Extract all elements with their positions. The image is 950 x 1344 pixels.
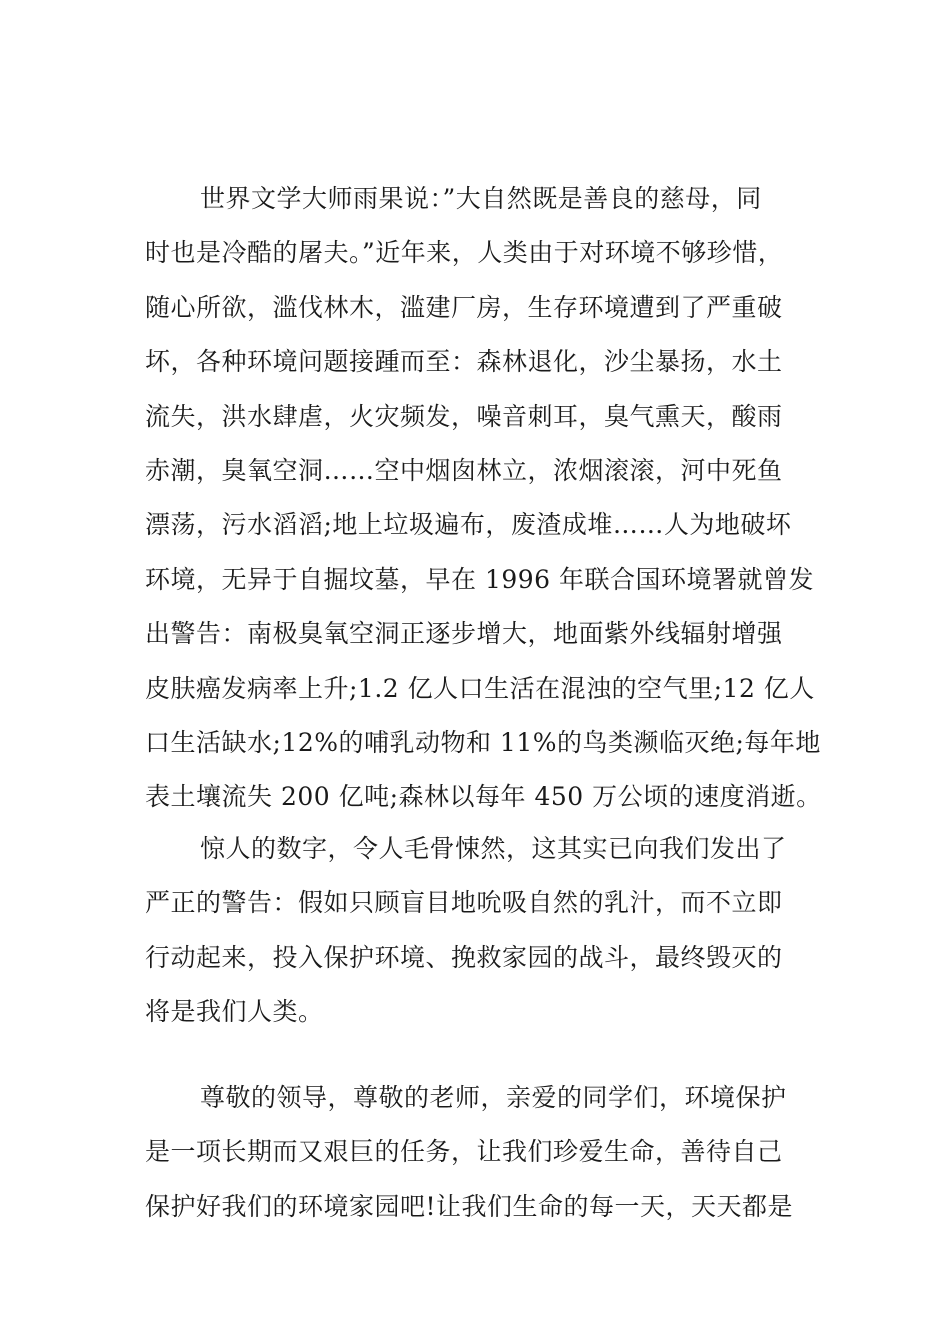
text-line: 尊敬的领导，尊敬的老师，亲爱的同学们，环境保护: [200, 1083, 787, 1112]
text-line: 惊人的数字，令人毛骨悚然，这其实已向我们发出了: [200, 834, 787, 863]
text-line: 时也是冷酷的屠夫。”近年来，人类由于对环境不够珍惜，: [145, 238, 784, 268]
text-line: 漂荡，污水滔滔;地上垃圾遍布，废渣成堆……人为地破坏: [145, 510, 792, 540]
text-line: 赤潮，臭氧空洞……空中烟囱林立，浓烟滚滚，河中死鱼: [145, 455, 783, 485]
text-line: 出警告：南极臭氧空洞正逐步增大，地面紫外线辐射增强: [145, 619, 783, 649]
text-line: 表土壤流失 200 亿吨;森林以每年 450 万公顷的速度消逝。: [145, 782, 822, 812]
text-line: 是一项长期而又艰巨的任务，让我们珍爱生命，善待自己: [145, 1137, 783, 1167]
text-line: 世界文学大师雨果说：”大自然既是善良的慈母，同: [200, 184, 762, 213]
text-line: 坏，各种环境问题接踵而至：森林退化，沙尘暴扬，水土: [145, 347, 783, 377]
text-line: 严正的警告：假如只顾盲目地吮吸自然的乳汁，而不立即: [145, 888, 783, 918]
paragraph-appeal: [145, 1071, 793, 1234]
text-line: 随心所欲，滥伐林木，滥建厂房，生存环境遭到了严重破: [145, 292, 783, 322]
text-line: 将是我们人类。: [145, 997, 324, 1027]
text-line: 保护好我们的环境家园吧!让我们生命的每一天，天天都是: [145, 1191, 794, 1221]
paragraph-hugo-quote: [145, 172, 822, 825]
text-line: 环境，无异于自掘坟墓，早在 1996 年联合国环境署就曾发: [145, 564, 815, 594]
text-line: 口生活缺水;12%的哺乳动物和 11%的鸟类濒临灭绝;每年地: [145, 727, 821, 757]
text-line: 流失，洪水肆虐，火灾频发，噪音刺耳，臭气熏天，酸雨: [145, 401, 783, 431]
text-line: 皮肤癌发病率上升;1.2 亿人口生活在混浊的空气里;12 亿人: [145, 673, 815, 703]
text-line: 行动起来，投入保护环境、挽救家园的战斗，最终毁灭的: [145, 942, 783, 972]
paragraph-warning: [145, 822, 787, 1040]
